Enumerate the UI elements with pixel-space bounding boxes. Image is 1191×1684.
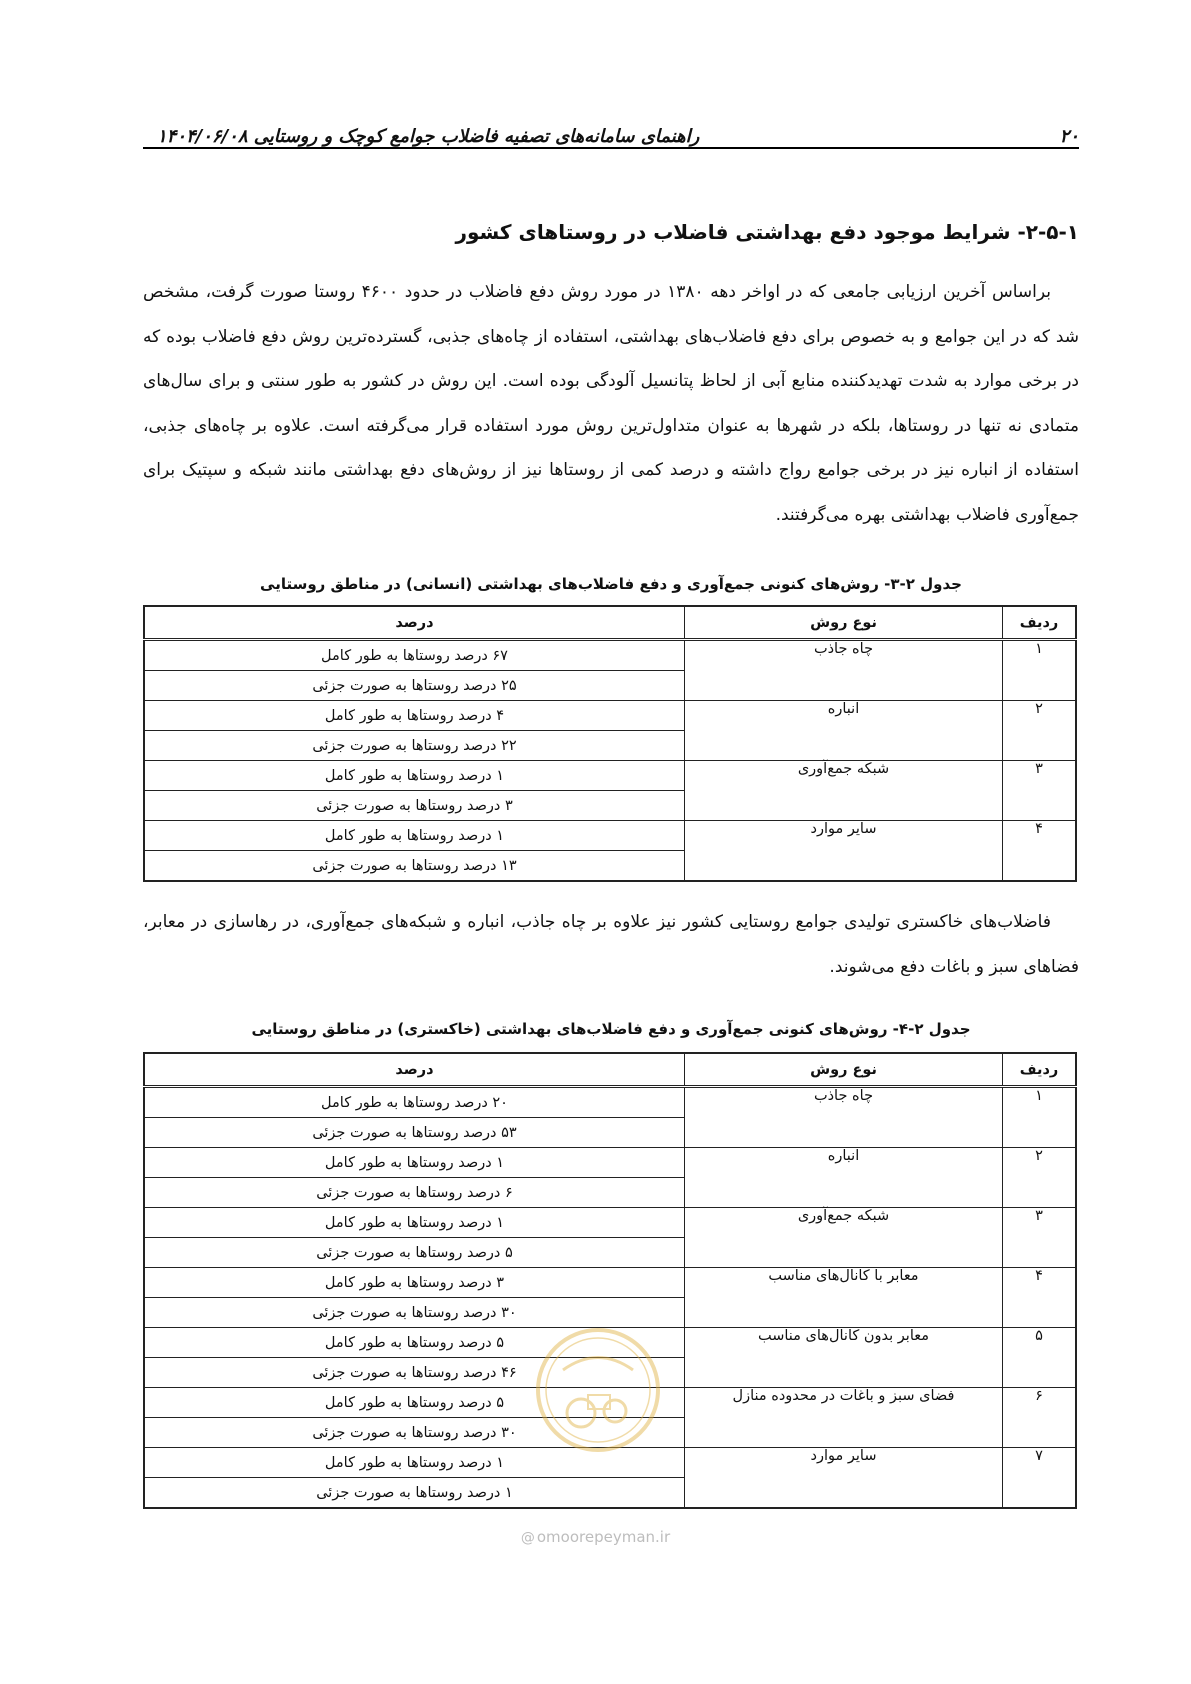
- percent-full-cell: ۳ درصد روستاها به طور کامل: [144, 1268, 685, 1298]
- percent-partial-cell: ۶ درصد روستاها به صورت جزئی: [144, 1178, 685, 1208]
- row-number: ۱: [1003, 640, 1077, 701]
- row-number: ۷: [1003, 1448, 1077, 1509]
- percent-full-cell: ۱ درصد روستاها به طور کامل: [144, 761, 685, 791]
- method-cell: شبکه جمع‌آوری: [685, 761, 1003, 821]
- table-header-row: [144, 606, 1076, 640]
- table-row: [144, 640, 1076, 671]
- row-number: ۳: [1003, 1208, 1077, 1268]
- method-cell: انباره: [685, 1148, 1003, 1208]
- method-cell: انباره: [685, 701, 1003, 761]
- table-row: [144, 701, 1076, 731]
- table-row: [144, 1087, 1076, 1118]
- percent-full-cell: ۴ درصد روستاها به طور کامل: [144, 701, 685, 731]
- watermark-site: @ omoorepeyman.ir: [520, 1528, 671, 1546]
- percent-partial-cell: ۴۶ درصد روستاها به صورت جزئی: [144, 1358, 685, 1388]
- percent-partial-cell: ۵۳ درصد روستاها به صورت جزئی: [144, 1118, 685, 1148]
- header-percent: درصد: [144, 1053, 685, 1087]
- percent-partial-cell: ۱ درصد روستاها به صورت جزئی: [144, 1478, 685, 1509]
- table-row: [144, 761, 1076, 791]
- paragraph-text: براساس آخرین ارزیابی جامعی که در اواخر دهه ۱۳۸۰ در مورد روش دفع فاضلاب در حدود ۴۶۰۰ روستا صورت گرفت، مشخص شد که در این جوامع و به خصوص برای دفع فاضلاب‌های بهداشتی، استفاده از چاه‌های جذبی، گسترده‌ترین روش دفع فاضلاب بوده که در برخی موارد به شدت تهدیدکننده منابع آبی از لحاظ پتانسیل آلودگی بوده است. این روش در کشور به طور سنتی و برای سال‌های متمادی نه تنها در روستاها، بلکه در شهرها به عنوان متداول‌ترین روش مورد استفاده قرار می‌گرفته است. علاوه بر چاه‌های جذبی، استفاده از انباره نیز در برخی جوامع رواج داشته و درصد کمی از روستاها نیز از روش‌های دفع بهداشتی مانند شبکه و سپتیک برای جمع‌آوری فاضلاب بهداشتی بهره می‌گرفتند.: [143, 282, 1079, 525]
- percent-partial-cell: ۲۲ درصد روستاها به صورت جزئی: [144, 731, 685, 761]
- method-cell: سایر موارد: [685, 821, 1003, 882]
- table-row: [144, 1208, 1076, 1238]
- row-number: ۲: [1003, 1148, 1077, 1208]
- running-title: [143, 126, 699, 147]
- method-cell: شبکه جمع‌آوری: [685, 1208, 1003, 1268]
- row-number: ۶: [1003, 1388, 1077, 1448]
- percent-partial-cell: ۲۵ درصد روستاها به صورت جزئی: [144, 671, 685, 701]
- section-heading: ۲-۵-۱- شرایط موجود دفع بهداشتی فاضلاب در روستاهای کشور: [455, 220, 1079, 244]
- table-1: [143, 605, 1077, 882]
- page-header: [143, 118, 1079, 152]
- row-number: ۲: [1003, 701, 1077, 761]
- percent-full-cell: ۵ درصد روستاها به طور کامل: [144, 1388, 685, 1418]
- running-title-text: راهنمای سامانه‌های تصفیه فاضلاب جوامع کوچک و روستایی: [253, 126, 700, 147]
- table-2-caption: جدول ۲-۴- روش‌های کنونی جمع‌آوری و دفع فاضلاب‌های بهداشتی (خاکستری) در مناطق روستایی: [251, 1020, 971, 1038]
- method-cell: چاه جاذب: [685, 640, 1003, 701]
- method-cell: معابر با کانال‌های مناسب: [685, 1268, 1003, 1328]
- percent-full-cell: ۶۷ درصد روستاها به طور کامل: [144, 640, 685, 671]
- table-row: [144, 821, 1076, 851]
- table-row: [144, 1148, 1076, 1178]
- body-paragraph-1: [143, 270, 1079, 537]
- header-row-num: ردیف: [1003, 606, 1077, 640]
- percent-partial-cell: ۱۳ درصد روستاها به صورت جزئی: [144, 851, 685, 882]
- table-header-row: [144, 1053, 1076, 1087]
- page-number: ۲۰: [1059, 126, 1079, 147]
- percent-full-cell: ۱ درصد روستاها به طور کامل: [144, 821, 685, 851]
- percent-full-cell: ۲۰ درصد روستاها به طور کامل: [144, 1087, 685, 1118]
- percent-full-cell: ۱ درصد روستاها به طور کامل: [144, 1208, 685, 1238]
- table-1-caption: جدول ۲-۳- روش‌های کنونی جمع‌آوری و دفع فاضلاب‌های بهداشتی (انسانی) در مناطق روستایی: [260, 575, 962, 593]
- method-cell: فضای سبز و باغات در محدوده منازل: [685, 1388, 1003, 1448]
- header-rule: [143, 147, 1079, 149]
- row-number: ۵: [1003, 1328, 1077, 1388]
- percent-full-cell: ۱ درصد روستاها به طور کامل: [144, 1448, 685, 1478]
- watermark-logo: [533, 1325, 663, 1455]
- method-cell: معابر بدون کانال‌های مناسب: [685, 1328, 1003, 1388]
- percent-partial-cell: ۳ درصد روستاها به صورت جزئی: [144, 791, 685, 821]
- at-icon: @: [520, 1530, 535, 1546]
- percent-partial-cell: ۳۰ درصد روستاها به صورت جزئی: [144, 1418, 685, 1448]
- header-row-num: ردیف: [1003, 1053, 1077, 1087]
- row-number: ۴: [1003, 821, 1077, 882]
- table-row: [144, 1268, 1076, 1298]
- percent-partial-cell: ۳۰ درصد روستاها به صورت جزئی: [144, 1298, 685, 1328]
- row-number: ۳: [1003, 761, 1077, 821]
- method-cell: چاه جاذب: [685, 1087, 1003, 1148]
- percent-partial-cell: ۵ درصد روستاها به صورت جزئی: [144, 1238, 685, 1268]
- header-method: نوع روش: [685, 1053, 1003, 1087]
- method-cell: سایر موارد: [685, 1448, 1003, 1509]
- seal-icon: [533, 1325, 663, 1455]
- percent-full-cell: ۱ درصد روستاها به طور کامل: [144, 1148, 685, 1178]
- running-date: ۱۴۰۴/۰۶/۰۸: [157, 126, 248, 147]
- header-method: نوع روش: [685, 606, 1003, 640]
- row-number: ۴: [1003, 1268, 1077, 1328]
- header-percent: درصد: [144, 606, 685, 640]
- percent-full-cell: ۵ درصد روستاها به طور کامل: [144, 1328, 685, 1358]
- row-number: ۱: [1003, 1087, 1077, 1148]
- paragraph-text: فاضلاب‌های خاکستری تولیدی جوامع روستایی کشور نیز علاوه بر چاه جاذب، انباره و شبکه‌های جمع‌آوری، در رهاسازی در معابر، فضاهای سبز و باغات دفع می‌شوند.: [143, 912, 1079, 977]
- body-paragraph-2: [143, 900, 1079, 989]
